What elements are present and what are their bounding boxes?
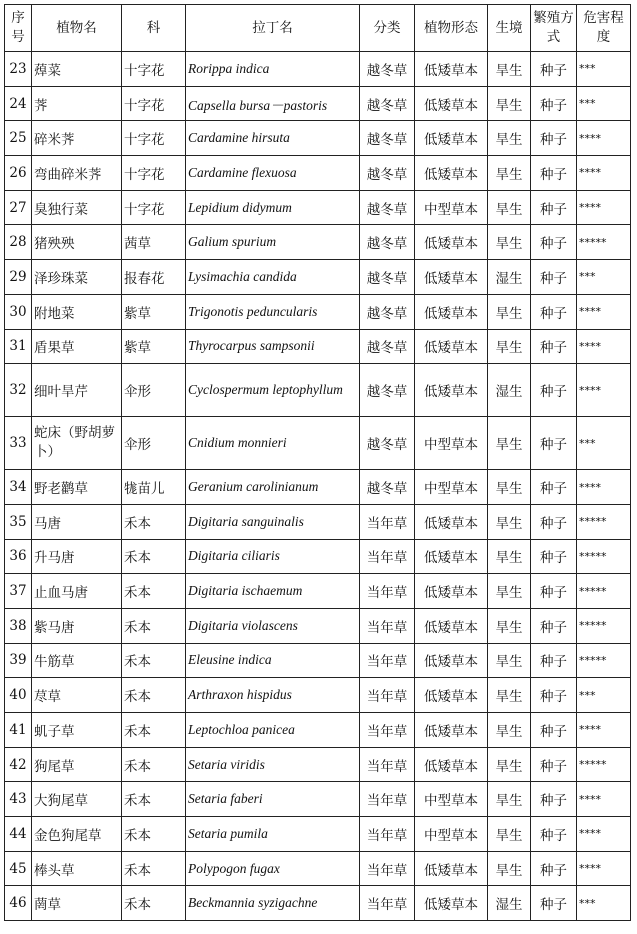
cell-reproduction: 种子 (531, 329, 577, 364)
cell-form: 低矮草本 (415, 86, 488, 121)
cell-habitat: 旱生 (488, 190, 531, 225)
cell-habitat: 旱生 (488, 747, 531, 782)
cell-no: 40 (5, 678, 32, 713)
cell-name: 牛筋草 (32, 643, 122, 678)
cell-habitat: 旱生 (488, 539, 531, 574)
cell-class: 当年草 (360, 643, 415, 678)
cell-name: 泽珍珠菜 (32, 260, 122, 295)
cell-latin: Rorippa indica (186, 52, 360, 87)
cell-form: 低矮草本 (415, 329, 488, 364)
cell-latin: Cardamine flexuosa (186, 156, 360, 191)
cell-hazard: **** (577, 364, 631, 417)
cell-no: 29 (5, 260, 32, 295)
cell-name: 荠 (32, 86, 122, 121)
cell-name: 弯曲碎米荠 (32, 156, 122, 191)
table-row (5, 643, 631, 678)
cell-habitat: 湿生 (488, 886, 531, 921)
table-row (5, 225, 631, 260)
cell-family: 禾本 (122, 643, 186, 678)
cell-class: 越冬草 (360, 294, 415, 329)
cell-reproduction: 种子 (531, 260, 577, 295)
cell-reproduction: 种子 (531, 713, 577, 748)
cell-form: 低矮草本 (415, 260, 488, 295)
cell-form: 中型草本 (415, 782, 488, 817)
cell-form: 低矮草本 (415, 539, 488, 574)
cell-class: 当年草 (360, 713, 415, 748)
cell-class: 越冬草 (360, 417, 415, 470)
cell-hazard: ***** (577, 504, 631, 539)
cell-name: 蛇床（野胡萝卜） (32, 417, 122, 470)
cell-latin: Galium spurium (186, 225, 360, 260)
cell-no: 46 (5, 886, 32, 921)
cell-form: 低矮草本 (415, 713, 488, 748)
cell-latin: Eleusine indica (186, 643, 360, 678)
table-row (5, 156, 631, 191)
cell-family: 禾本 (122, 747, 186, 782)
cell-class: 越冬草 (360, 260, 415, 295)
cell-habitat: 旱生 (488, 678, 531, 713)
cell-habitat: 旱生 (488, 294, 531, 329)
cell-form: 低矮草本 (415, 747, 488, 782)
cell-no: 35 (5, 504, 32, 539)
cell-family: 伞形 (122, 364, 186, 417)
cell-class: 越冬草 (360, 329, 415, 364)
cell-family: 禾本 (122, 886, 186, 921)
cell-form: 低矮草本 (415, 608, 488, 643)
cell-hazard: **** (577, 713, 631, 748)
cell-hazard: **** (577, 470, 631, 505)
cell-family: 禾本 (122, 782, 186, 817)
cell-habitat: 旱生 (488, 782, 531, 817)
cell-name: 大狗尾草 (32, 782, 122, 817)
table-row (5, 121, 631, 156)
cell-reproduction: 种子 (531, 782, 577, 817)
cell-latin: Digitaria violascens (186, 608, 360, 643)
cell-hazard: *** (577, 417, 631, 470)
cell-name: 野老鹳草 (32, 470, 122, 505)
cell-family: 禾本 (122, 539, 186, 574)
cell-hazard: **** (577, 190, 631, 225)
cell-family: 十字花 (122, 86, 186, 121)
cell-class: 当年草 (360, 851, 415, 886)
cell-reproduction: 种子 (531, 817, 577, 852)
cell-latin: Cnidium monnieri (186, 417, 360, 470)
cell-family: 禾本 (122, 817, 186, 852)
cell-class: 当年草 (360, 608, 415, 643)
cell-no: 34 (5, 470, 32, 505)
table-row (5, 817, 631, 852)
cell-reproduction: 种子 (531, 52, 577, 87)
cell-latin: Capsella bursa－pastoris (186, 86, 360, 121)
cell-family: 伞形 (122, 417, 186, 470)
cell-family: 紫草 (122, 329, 186, 364)
cell-latin: Setaria viridis (186, 747, 360, 782)
cell-latin: Cyclospermum leptophyllum (186, 364, 360, 417)
cell-reproduction: 种子 (531, 886, 577, 921)
cell-no: 44 (5, 817, 32, 852)
cell-family: 禾本 (122, 574, 186, 609)
cell-family: 禾本 (122, 608, 186, 643)
cell-reproduction: 种子 (531, 190, 577, 225)
cell-class: 越冬草 (360, 190, 415, 225)
cell-name: 狗尾草 (32, 747, 122, 782)
header-class: 分类 (360, 5, 415, 52)
cell-class: 越冬草 (360, 225, 415, 260)
cell-latin: Digitaria ischaemum (186, 574, 360, 609)
cell-latin: Trigonotis peduncularis (186, 294, 360, 329)
cell-hazard: *** (577, 260, 631, 295)
header-habitat: 生境 (488, 5, 531, 52)
table-row (5, 190, 631, 225)
cell-family: 牻苗儿 (122, 470, 186, 505)
cell-family: 十字花 (122, 52, 186, 87)
cell-hazard: ***** (577, 574, 631, 609)
cell-form: 中型草本 (415, 817, 488, 852)
cell-reproduction: 种子 (531, 225, 577, 260)
cell-hazard: ***** (577, 225, 631, 260)
table-row (5, 417, 631, 470)
cell-habitat: 旱生 (488, 329, 531, 364)
cell-no: 32 (5, 364, 32, 417)
cell-class: 当年草 (360, 678, 415, 713)
cell-reproduction: 种子 (531, 574, 577, 609)
header-latin: 拉丁名 (186, 5, 360, 52)
cell-form: 低矮草本 (415, 121, 488, 156)
cell-habitat: 旱生 (488, 504, 531, 539)
cell-latin: Arthraxon hispidus (186, 678, 360, 713)
cell-name: 止血马唐 (32, 574, 122, 609)
header-family: 科 (122, 5, 186, 52)
header-no: 序号 (5, 5, 32, 52)
table-row (5, 886, 631, 921)
cell-name: 菵草 (32, 886, 122, 921)
cell-habitat: 旱生 (488, 86, 531, 121)
cell-hazard: **** (577, 156, 631, 191)
table-row (5, 260, 631, 295)
cell-habitat: 旱生 (488, 713, 531, 748)
cell-name: 升马唐 (32, 539, 122, 574)
table-row (5, 747, 631, 782)
cell-form: 中型草本 (415, 417, 488, 470)
cell-habitat: 旱生 (488, 156, 531, 191)
cell-habitat: 旱生 (488, 121, 531, 156)
cell-hazard: *** (577, 678, 631, 713)
table-row (5, 608, 631, 643)
cell-latin: Cardamine hirsuta (186, 121, 360, 156)
cell-name: 猪殃殃 (32, 225, 122, 260)
table-row (5, 329, 631, 364)
cell-no: 25 (5, 121, 32, 156)
cell-no: 30 (5, 294, 32, 329)
table-row (5, 294, 631, 329)
cell-reproduction: 种子 (531, 504, 577, 539)
cell-class: 越冬草 (360, 470, 415, 505)
table-row (5, 364, 631, 417)
cell-family: 禾本 (122, 851, 186, 886)
cell-form: 低矮草本 (415, 294, 488, 329)
header-hazard: 危害程度 (577, 5, 631, 52)
table-body (5, 52, 631, 921)
cell-no: 31 (5, 329, 32, 364)
cell-reproduction: 种子 (531, 470, 577, 505)
cell-family: 茜草 (122, 225, 186, 260)
cell-latin: Geranium carolinianum (186, 470, 360, 505)
cell-form: 低矮草本 (415, 886, 488, 921)
cell-family: 紫草 (122, 294, 186, 329)
cell-class: 当年草 (360, 574, 415, 609)
cell-no: 39 (5, 643, 32, 678)
cell-no: 36 (5, 539, 32, 574)
cell-habitat: 湿生 (488, 260, 531, 295)
cell-reproduction: 种子 (531, 417, 577, 470)
cell-name: 虮子草 (32, 713, 122, 748)
cell-habitat: 旱生 (488, 225, 531, 260)
cell-form: 中型草本 (415, 470, 488, 505)
cell-no: 33 (5, 417, 32, 470)
cell-form: 低矮草本 (415, 504, 488, 539)
cell-class: 越冬草 (360, 52, 415, 87)
cell-no: 37 (5, 574, 32, 609)
cell-no: 43 (5, 782, 32, 817)
cell-latin: Leptochloa panicea (186, 713, 360, 748)
cell-latin: Lysimachia candida (186, 260, 360, 295)
cell-habitat: 旱生 (488, 417, 531, 470)
cell-reproduction: 种子 (531, 86, 577, 121)
cell-no: 26 (5, 156, 32, 191)
cell-reproduction: 种子 (531, 678, 577, 713)
cell-habitat: 旱生 (488, 643, 531, 678)
cell-class: 越冬草 (360, 121, 415, 156)
cell-class: 越冬草 (360, 156, 415, 191)
cell-hazard: ***** (577, 643, 631, 678)
cell-name: 附地菜 (32, 294, 122, 329)
cell-class: 当年草 (360, 747, 415, 782)
cell-form: 低矮草本 (415, 225, 488, 260)
cell-form: 低矮草本 (415, 851, 488, 886)
cell-no: 45 (5, 851, 32, 886)
cell-form: 低矮草本 (415, 643, 488, 678)
cell-habitat: 旱生 (488, 470, 531, 505)
cell-reproduction: 种子 (531, 539, 577, 574)
cell-family: 禾本 (122, 678, 186, 713)
table-row (5, 470, 631, 505)
cell-family: 十字花 (122, 190, 186, 225)
cell-latin: Setaria pumila (186, 817, 360, 852)
cell-hazard: **** (577, 329, 631, 364)
cell-hazard: ***** (577, 608, 631, 643)
cell-form: 低矮草本 (415, 52, 488, 87)
cell-class: 当年草 (360, 504, 415, 539)
cell-hazard: **** (577, 851, 631, 886)
cell-hazard: *** (577, 52, 631, 87)
cell-reproduction: 种子 (531, 747, 577, 782)
cell-family: 十字花 (122, 156, 186, 191)
cell-name: 金色狗尾草 (32, 817, 122, 852)
cell-habitat: 湿生 (488, 364, 531, 417)
cell-class: 当年草 (360, 886, 415, 921)
cell-form: 中型草本 (415, 190, 488, 225)
weed-species-table (4, 4, 631, 921)
table-row (5, 539, 631, 574)
cell-family: 报春花 (122, 260, 186, 295)
table-header (5, 5, 631, 52)
cell-form: 低矮草本 (415, 364, 488, 417)
table-row (5, 713, 631, 748)
cell-latin: Thyrocarpus sampsonii (186, 329, 360, 364)
cell-latin: Polypogon fugax (186, 851, 360, 886)
cell-latin: Digitaria sanguinalis (186, 504, 360, 539)
cell-form: 低矮草本 (415, 574, 488, 609)
cell-name: 细叶旱芹 (32, 364, 122, 417)
header-form: 植物形态 (415, 5, 488, 52)
cell-hazard: **** (577, 121, 631, 156)
table-row (5, 782, 631, 817)
cell-name: 马唐 (32, 504, 122, 539)
cell-reproduction: 种子 (531, 851, 577, 886)
cell-no: 27 (5, 190, 32, 225)
cell-hazard: ***** (577, 539, 631, 574)
cell-latin: Setaria faberi (186, 782, 360, 817)
cell-hazard: *** (577, 886, 631, 921)
cell-hazard: **** (577, 817, 631, 852)
table-row (5, 52, 631, 87)
cell-class: 当年草 (360, 782, 415, 817)
cell-no: 42 (5, 747, 32, 782)
cell-habitat: 旱生 (488, 817, 531, 852)
cell-family: 禾本 (122, 504, 186, 539)
cell-habitat: 旱生 (488, 574, 531, 609)
header-name: 植物名 (32, 5, 122, 52)
cell-reproduction: 种子 (531, 608, 577, 643)
cell-no: 38 (5, 608, 32, 643)
cell-habitat: 旱生 (488, 52, 531, 87)
cell-name: 蔊菜 (32, 52, 122, 87)
cell-habitat: 旱生 (488, 851, 531, 886)
table-row (5, 678, 631, 713)
table-row (5, 574, 631, 609)
cell-reproduction: 种子 (531, 156, 577, 191)
table-row (5, 86, 631, 121)
cell-family: 十字花 (122, 121, 186, 156)
cell-latin: Digitaria ciliaris (186, 539, 360, 574)
cell-form: 低矮草本 (415, 678, 488, 713)
cell-reproduction: 种子 (531, 121, 577, 156)
header-row (5, 5, 631, 52)
cell-hazard: *** (577, 86, 631, 121)
cell-name: 荩草 (32, 678, 122, 713)
table-row (5, 851, 631, 886)
cell-reproduction: 种子 (531, 294, 577, 329)
cell-name: 碎米荠 (32, 121, 122, 156)
cell-class: 当年草 (360, 817, 415, 852)
cell-habitat: 旱生 (488, 608, 531, 643)
cell-hazard: ***** (577, 747, 631, 782)
cell-reproduction: 种子 (531, 364, 577, 417)
cell-latin: Lepidium didymum (186, 190, 360, 225)
cell-name: 臭独行菜 (32, 190, 122, 225)
cell-no: 23 (5, 52, 32, 87)
cell-reproduction: 种子 (531, 643, 577, 678)
table-row (5, 504, 631, 539)
cell-form: 低矮草本 (415, 156, 488, 191)
cell-name: 紫马唐 (32, 608, 122, 643)
cell-name: 棒头草 (32, 851, 122, 886)
cell-hazard: **** (577, 782, 631, 817)
cell-no: 28 (5, 225, 32, 260)
cell-class: 当年草 (360, 539, 415, 574)
cell-no: 24 (5, 86, 32, 121)
cell-class: 越冬草 (360, 86, 415, 121)
cell-latin: Beckmannia syzigachne (186, 886, 360, 921)
cell-family: 禾本 (122, 713, 186, 748)
cell-class: 越冬草 (360, 364, 415, 417)
header-reproduction: 繁殖方式 (531, 5, 577, 52)
cell-no: 41 (5, 713, 32, 748)
cell-name: 盾果草 (32, 329, 122, 364)
cell-hazard: **** (577, 294, 631, 329)
